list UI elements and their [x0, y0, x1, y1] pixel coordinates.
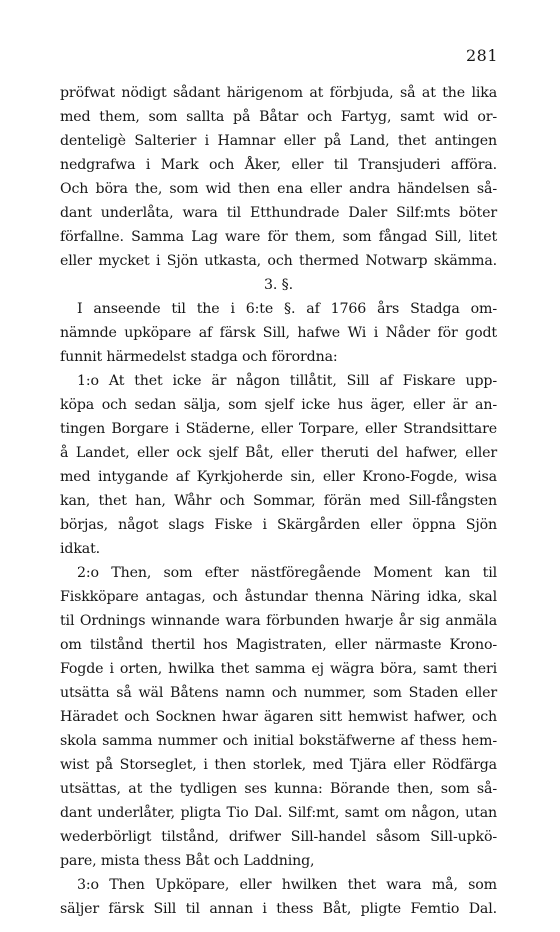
- text-line: I anseende til the i 6:te §. af 1766 års Stadga om-: [77, 301, 497, 317]
- text-line: Fiskköpare antagas, och åstundar thenna Näring idka, skal: [60, 589, 497, 605]
- text-line: kan, thet han, Wåhr och Sommar, förän med Sill-fångsten: [60, 493, 497, 509]
- text-line: med intygande af Kyrkjoherde sin, eller Krono-Fogde, wisa: [60, 469, 497, 485]
- text-line: 1:o At thet icke är någon tillåtit, Sill af Fiskare upp-: [77, 373, 497, 389]
- text-line: Fogde i orten, hwilka thet samma ej wägra böra, samt theri: [60, 661, 497, 677]
- text-line: til Ordnings winnande wara förbunden hwarje år sig anmäla: [60, 613, 497, 629]
- text-line: dant underlåta, wara til Etthundrade Daler Silf:mts böter: [60, 205, 497, 221]
- text-line: å Landet, eller ock sjelf Båt, eller theruti del hafwer, eller: [60, 445, 497, 461]
- text-line: utsättas, at the tydligen ses kunna: Börande then, som så-: [60, 781, 497, 797]
- text-line: wederbörligt tilstånd, drifwer Sill-handel såsom Sill-upkö-: [60, 829, 497, 845]
- text-line: denteligè Salterier i Hamnar eller på Land, thet antingen: [60, 133, 497, 149]
- text-line: börjas, något slags Fiske i Skärgården eller öppna Sjön: [60, 517, 497, 533]
- text-line: med them, som sallta på Båtar och Fartyg, samt wid or-: [60, 109, 497, 125]
- text-line: nämnde upköpare af färsk Sill, hafwe Wi i Nåder för godt: [60, 325, 497, 341]
- text-line: 2:o Then, som efter nästföregående Moment kan til: [77, 565, 497, 581]
- text-line: Och böra the, som wid then ena eller andra händelsen så-: [60, 181, 497, 197]
- text-line: om tilstånd thertil hos Magistraten, eller närmaste Krono-: [60, 637, 497, 653]
- text-line: säljer färsk Sill til annan i thess Båt, pligte Femtio Dal.: [60, 901, 497, 917]
- text-line: eller mycket i Sjön utkasta, och thermed Notwarp skämma.: [60, 253, 497, 269]
- text-line: utsätta så wäl Båtens namn och nummer, som Staden eller: [60, 685, 497, 701]
- text-line: dant underlåter, pligta Tio Dal. Silf:mt, samt om någon, utan: [60, 805, 497, 821]
- page-number: 281: [465, 46, 498, 65]
- text-line: köpa och sedan sälja, som sjelf icke hus äger, eller är an-: [60, 397, 497, 413]
- body-text: [60, 81, 497, 921]
- section-heading: 3. §.: [264, 277, 293, 293]
- text-line: idkat.: [60, 541, 100, 557]
- text-line: pröfwat nödigt sådant härigenom at förbjuda, så at the lika: [60, 85, 497, 101]
- text-line: funnit härmedelst stadga och förordna:: [60, 349, 338, 365]
- text-line: 3:o Then Upköpare, eller hwilken thet wara må, som: [77, 877, 497, 893]
- text-line: skola samma nummer och initial bokstäfwerne af thess hem-: [60, 733, 497, 749]
- text-line: nedgrafwa i Mark och Åker, eller til Transjuderi afföra.: [60, 157, 497, 173]
- text-line: förfallne. Samma Lag ware för them, som fångad Sill, litet: [60, 229, 497, 245]
- text-line: Häradet och Socknen hwar ägaren sitt hemwist hafwer, och: [60, 709, 497, 725]
- text-line: wist på Storseglet, i then storlek, med Tjära eller Rödfärga: [60, 757, 497, 773]
- text-line: tingen Borgare i Städerne, eller Torpare, eller Strandsittare: [60, 421, 497, 437]
- text-line: pare, mista thess Båt och Laddning,: [60, 853, 315, 869]
